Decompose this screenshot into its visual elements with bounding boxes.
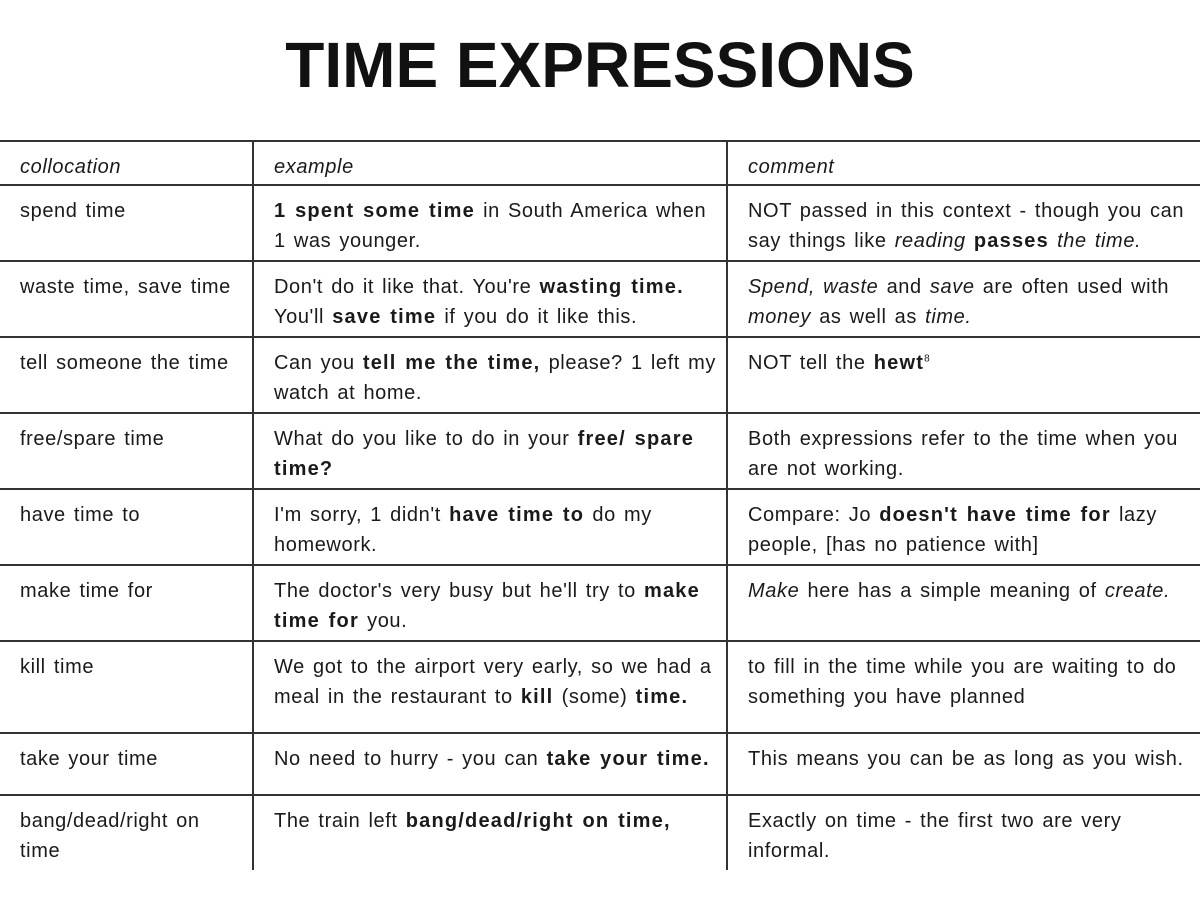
cell-text-fragment: please? 1 left my watch at home.: [274, 352, 716, 404]
comment-cell: [727, 795, 1200, 870]
comment-cell: [727, 565, 1200, 641]
cell-text-fragment: 1 spent some time: [274, 200, 475, 222]
cell-text-fragment: doesn't have time for: [879, 504, 1111, 526]
collocation-cell: have time to: [0, 489, 253, 565]
cell-text-fragment: The train left: [274, 810, 406, 832]
cell-text-fragment: Exactly on time - the first two are very informal.: [748, 810, 1122, 862]
cell-text-fragment: No need to hurry - you can: [274, 748, 547, 770]
example-cell: [253, 795, 727, 870]
cell-text-fragment: bang/dead/right on time,: [405, 810, 671, 832]
cell-text-fragment: Make: [748, 580, 800, 602]
collocation-cell: free/spare time: [0, 413, 253, 489]
comment-cell: [727, 185, 1200, 261]
cell-text-fragment: 8: [924, 353, 931, 365]
cell-text-fragment: in South America when 1 was younger.: [274, 200, 707, 252]
example-cell: [253, 489, 727, 565]
cell-text-fragment: (some): [553, 686, 636, 708]
cell-text-fragment: make time for: [274, 580, 700, 632]
collocation-cell: make time for: [0, 565, 253, 641]
comment-cell: [727, 413, 1200, 489]
comment-cell: [727, 733, 1200, 795]
header-row: [0, 141, 1200, 185]
cell-text-fragment: Spend, waste: [748, 276, 879, 298]
collocation-cell: bang/dead/right on time: [0, 795, 253, 870]
cell-text-fragment: you.: [358, 610, 408, 632]
collocation-cell: take your time: [0, 733, 253, 795]
cell-text-fragment: [966, 230, 974, 252]
cell-text-fragment: NOT passed in this context - though you can say things like: [748, 200, 1185, 252]
cell-text-fragment: lazy people, [has no patience with]: [748, 504, 1157, 556]
example-cell: [253, 185, 727, 261]
cell-text-fragment: You'll: [274, 306, 333, 328]
table-row: [0, 641, 1200, 733]
cell-text-fragment: free/ spare time?: [274, 428, 695, 480]
cell-text-fragment: do my homework.: [274, 504, 652, 556]
cell-text-fragment: as well as: [811, 306, 926, 328]
collocation-cell: tell someone the time: [0, 337, 253, 413]
cell-text-fragment: create.: [1104, 580, 1171, 602]
cell-text-fragment: if you do it like this.: [436, 306, 638, 328]
cell-text-fragment: I'm sorry, 1 didn't: [274, 504, 450, 526]
example-cell: [253, 337, 727, 413]
cell-text-fragment: save time: [332, 306, 437, 328]
header-collocation: collocation: [0, 141, 253, 185]
example-cell: [253, 565, 727, 641]
cell-text-fragment: tell me the time,: [362, 352, 541, 374]
cell-text-fragment: take your time.: [546, 748, 710, 770]
cell-text-fragment: Don't do it like that. You're: [274, 276, 540, 298]
cell-text-fragment: This means you can be as long as you wish.: [748, 748, 1184, 770]
comment-cell: [727, 261, 1200, 337]
cell-text-fragment: are often used with: [974, 276, 1170, 298]
cell-text-fragment: hewt: [873, 352, 925, 374]
cell-text-fragment: to fill in the time while you are waiting to do something you have planned: [748, 656, 1177, 708]
table-row: [0, 337, 1200, 413]
example-cell: [253, 413, 727, 489]
table-row: [0, 489, 1200, 565]
cell-text-fragment: time.: [925, 306, 972, 328]
cell-text-fragment: reading: [894, 230, 966, 252]
cell-text-fragment: [1049, 230, 1057, 252]
table-row: [0, 795, 1200, 870]
time-expressions-table-container: [0, 140, 1200, 900]
time-expressions-table: [0, 140, 1200, 870]
cell-text-fragment: have time to: [449, 504, 585, 526]
table-row: [0, 185, 1200, 261]
cell-text-fragment: We got to the airport very early, so we had a meal in the restaurant to: [274, 656, 712, 708]
cell-text-fragment: NOT tell the: [748, 352, 874, 374]
cell-text-fragment: What do you like to do in your: [274, 428, 578, 450]
cell-text-fragment: wasting time.: [539, 276, 684, 298]
cell-text-fragment: and: [878, 276, 930, 298]
example-cell: [253, 733, 727, 795]
header-comment: comment: [727, 141, 1200, 185]
comment-cell: [727, 337, 1200, 413]
header-example: example: [253, 141, 727, 185]
cell-text-fragment: money: [748, 306, 812, 328]
collocation-cell: waste time, save time: [0, 261, 253, 337]
example-cell: [253, 641, 727, 733]
table-row: [0, 733, 1200, 795]
example-cell: [253, 261, 727, 337]
collocation-cell: spend time: [0, 185, 253, 261]
cell-text-fragment: save: [929, 276, 975, 298]
comment-cell: [727, 489, 1200, 565]
collocation-cell: kill time: [0, 641, 253, 733]
cell-text-fragment: Can you: [274, 352, 363, 374]
cell-text-fragment: the time.: [1057, 230, 1142, 252]
cell-text-fragment: The doctor's very busy but he'll try to: [274, 580, 644, 602]
table-row: [0, 565, 1200, 641]
comment-cell: [727, 641, 1200, 733]
cell-text-fragment: kill: [520, 686, 554, 708]
page-title: TIME EXPRESSIONS: [285, 29, 915, 101]
table-row: [0, 413, 1200, 489]
cell-text-fragment: passes: [973, 230, 1049, 252]
cell-text-fragment: Both expressions refer to the time when you are not working.: [748, 428, 1179, 480]
table-row: [0, 261, 1200, 337]
cell-text-fragment: here has a simple meaning of: [799, 580, 1105, 602]
cell-text-fragment: Compare: Jo: [748, 504, 880, 526]
cell-text-fragment: time.: [635, 686, 689, 708]
